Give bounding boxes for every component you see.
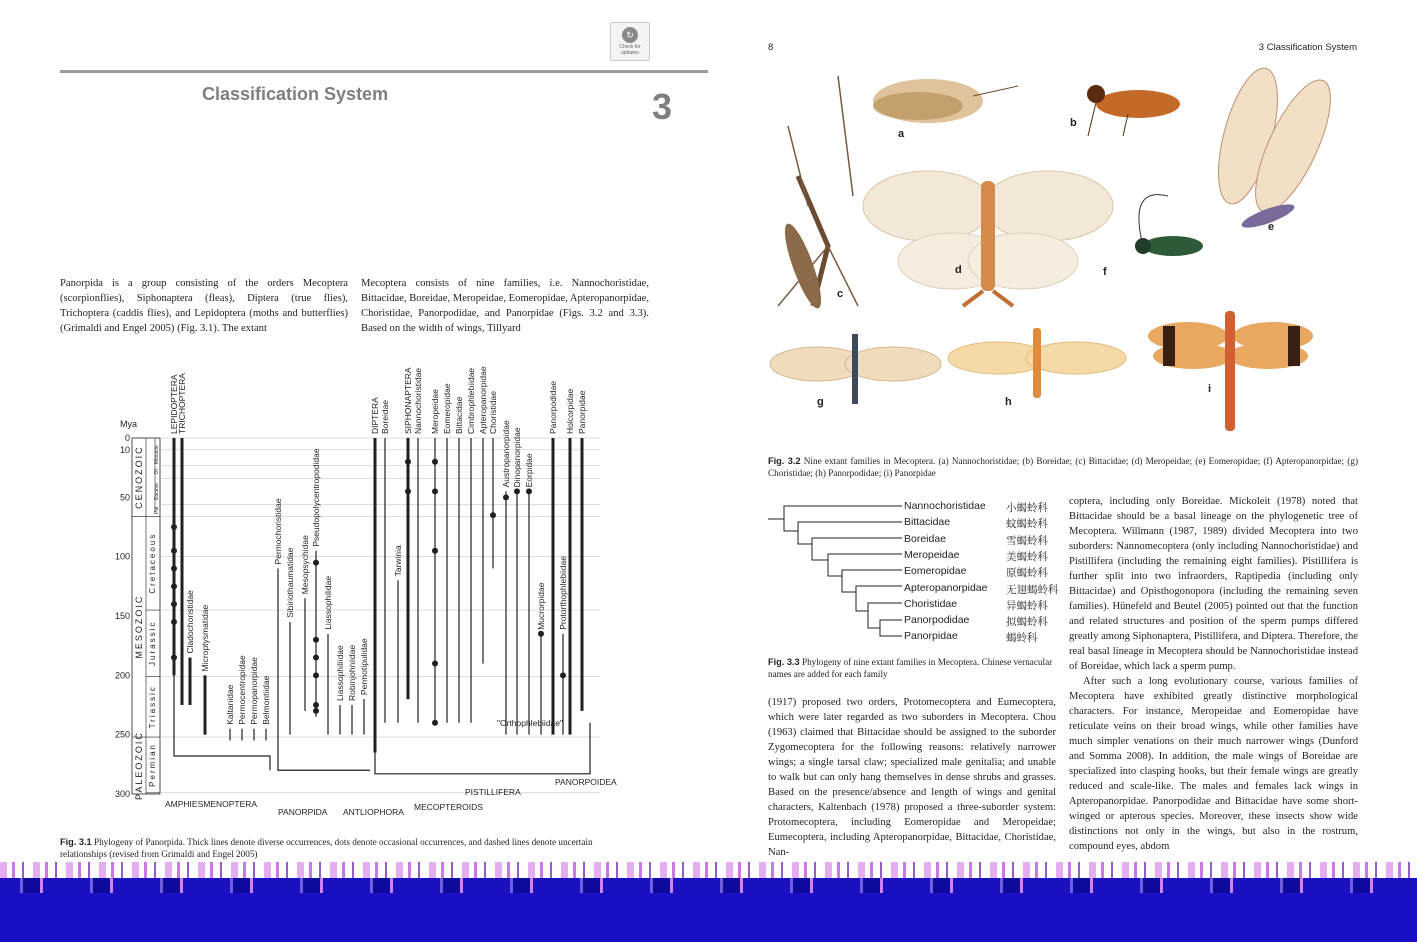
taxon-label: Nannochoristidae xyxy=(413,367,423,434)
clade-label: MECOPTEROIDS xyxy=(414,802,483,812)
taxon-label: Protorthophlebiidae xyxy=(558,556,568,630)
photo-label-e: e xyxy=(1268,221,1275,233)
taxon-label: Eorpidae xyxy=(524,453,534,488)
photo-e-eomeropidae xyxy=(1207,66,1345,232)
taxon-label: Permotipulidae xyxy=(359,638,369,696)
family-name-en: Panorpidae xyxy=(904,630,958,643)
occurrence-dot xyxy=(405,459,411,465)
render-artifact-blue xyxy=(0,893,1417,942)
occurrence-dot xyxy=(432,488,438,494)
occurrence-dot xyxy=(313,560,319,566)
family-name-cn: 无翅蝎蛉科 xyxy=(1006,584,1059,596)
axis-tick-label: 0 xyxy=(124,433,130,443)
period-label: Permian xyxy=(148,743,157,787)
occurrence-dot xyxy=(432,720,438,726)
occurrence-dot xyxy=(171,524,177,530)
fig-3-1-caption xyxy=(60,836,620,860)
photo-label-b: b xyxy=(1070,117,1077,129)
era-label: MESOZOIC xyxy=(134,594,144,659)
clade-label: PANORPOIDEA xyxy=(555,777,617,787)
taxon-label: TRICHOPTERA xyxy=(177,373,187,434)
clade-label: AMPHIESMENOPTERA xyxy=(165,799,258,809)
update-icon: ↻ xyxy=(622,27,638,43)
panorpida-phylogeny-figure xyxy=(60,355,660,830)
taxon-label: Holcorpidae xyxy=(565,388,575,434)
family-name-cn: 拟蝎蛉科 xyxy=(1006,617,1048,629)
right-column-paragraph-1: coptera, including only Boreidae. Mickoleit (1978) noted that Bittacidae should be a basal lineage on the phylogenetic tree of Mecoptera. Willmann (1987, 1989) divided Mecoptera into two suborders: Nannomecoptera (only including Nannochoristidae) and Pistillifera (including the remaining eight families). Pistillifera is further split into two infraorders, Raptipedia (including only Bittacidae) and Opisthogonopora (including the remaining seven families). Hünefeld and Beutel (2005) pointed out that the function and related structures and position of the sperm pumps differed greatly among Siphonaptera, Pistillifera, and Diptera. Therefore, the real basal lineage in Mecoptera should be Nannochoristidae instead of Boreidae, which lack a sperm pump. xyxy=(1069,496,1358,672)
photo-label-c: c xyxy=(837,288,844,300)
photo-label-a: a xyxy=(898,128,905,140)
chapter-number: 3 xyxy=(652,86,673,127)
taxon-label: Boreidae xyxy=(380,399,390,434)
epoch-label: Eocene xyxy=(154,482,160,500)
axis-tick-label: 150 xyxy=(114,611,130,621)
family-name-cn: 蝎蛉科 xyxy=(1006,633,1038,645)
taxon-label: Permocentropidae xyxy=(237,655,247,725)
era-label: PALEOZOIC xyxy=(134,731,144,800)
branch xyxy=(375,723,590,774)
family-name-en: Panorpodidae xyxy=(904,614,970,627)
epoch-label: Miocene xyxy=(154,445,160,465)
occurrence-dot xyxy=(538,631,544,637)
taxon-label: Mucrorpidae xyxy=(536,582,546,630)
photo-label-f: f xyxy=(1103,266,1107,278)
fig-3-2-caption xyxy=(768,455,1358,479)
occurrence-dot xyxy=(171,583,177,589)
photo-label-h: h xyxy=(1005,396,1012,408)
axis-tick-label: 50 xyxy=(119,492,130,503)
running-head: 3 Classification System xyxy=(1258,42,1357,53)
family-name-en: Choristidae xyxy=(904,597,958,610)
epoch-label: Pal xyxy=(154,506,160,515)
family-name-en: Eomeropidae xyxy=(904,565,967,578)
family-name-cn: 蚊蝎蛉科 xyxy=(1006,519,1048,531)
taxon-label: Apteropanorpidae xyxy=(478,366,488,434)
body-column-1: Panorpida is a group consisting of the orders Mecoptera (scorpionflies), Siphonaptera (fleas), Diptera (true flies), Trichoptera (caddis flies), and Lepidoptera (moths and butterflies) (Grimaldi and Engel 2005) (Fig. 3.1). The extant xyxy=(60,278,348,334)
axis-tick-label: 250 xyxy=(114,729,130,740)
body-column-2: Mecoptera consists of nine families, i.e. Nannochoristidae, Bittacidae, Boreidae, Meropeidae, Eomeropidae, Apteropanorpidae, Choristidae, Panorpodidae, and Panorpidae (Figs. 3.2 and 3.3). Based on the width of wings, Tillyard xyxy=(361,278,649,334)
occurrence-dot xyxy=(171,655,177,661)
fig-3-1-label: Fig. 3.1 xyxy=(60,837,92,847)
taxon-label: Choristidae xyxy=(488,391,498,434)
taxon-label: Panorpidae xyxy=(577,390,587,434)
period-label: Cretaceous xyxy=(148,532,157,594)
fig-3-3-text: Phylogeny of nine extant families in Mecoptera. Chinese vernacular names are added for each family xyxy=(768,657,1053,679)
family-name-cn: 美蝎蛉科 xyxy=(1006,551,1048,563)
family-name-cn: 原蝎蛉科 xyxy=(1006,568,1048,580)
occurrence-dot xyxy=(526,488,532,494)
taxon-label: Austropanorpidae xyxy=(501,420,511,488)
chapter-title: Classification System xyxy=(202,84,389,104)
taxon-label: Kaltanidae xyxy=(225,684,235,725)
family-name-en: Meropeidae xyxy=(904,548,960,561)
taxon-label: Mesopsychidae xyxy=(300,535,310,595)
occurrence-dot xyxy=(313,708,319,714)
taxon-label: Meropeidae xyxy=(430,389,440,434)
taxon-label: Eomeropidae xyxy=(442,383,452,434)
taxon-label: Liassophilidae xyxy=(323,575,333,630)
mecoptera-cladogram xyxy=(768,496,903,646)
occurrence-dot xyxy=(490,512,496,518)
right-column-paragraph-2: After such a long evolutionary course, various families of Mecoptera have exhibited greatly distinctive morphological characters. For instance, Meropeidae and Eomeropidae have reticulate veins on their broad wings, while other families have much simpler venations on their much narrower wings (Dunford and Somma 2008). In addition, the male wings of Boreidae are specialized into clasping hooks, but their female wings are greatly reduced and scale-like. The males and females lack wings in Apteropanorpidae. Panorpodidae and Bittacidae have some short-winged or apterous species. Moreover, these insects show wide distinctions not only in the wings, but also in the rostrum, compound eyes, abdom xyxy=(1069,676,1358,852)
occurrence-dot xyxy=(432,548,438,554)
fig-3-1-text: Phylogeny of Panorpida. Thick lines denote diverse occurrences, dots denote occasional occurrences, and dashed lines denote uncertain relationships (revised from Grimaldi and Engel 2005) xyxy=(60,837,593,859)
axis-tick-label: 10 xyxy=(119,444,130,455)
mya-label: Mya xyxy=(120,419,138,429)
photo-i-panorpidae xyxy=(1148,311,1313,431)
clade-label: PANORPIDA xyxy=(278,807,328,817)
occurrence-dot xyxy=(171,619,177,625)
taxon-label: Tarwinia xyxy=(393,545,403,577)
family-name-cn: 异蝎蛉科 xyxy=(1006,600,1048,612)
taxon-label: Sibiriothaumatidae xyxy=(285,547,295,618)
period-label: Jurassic xyxy=(148,620,157,666)
taxon-label: Robinjohniidae xyxy=(347,644,357,701)
taxon-label: DIPTERA xyxy=(370,397,380,434)
photo-a-nannochoristidae xyxy=(873,79,1018,123)
occurrence-dot xyxy=(313,655,319,661)
taxon-label: Dinopanorpidae xyxy=(512,427,522,488)
fig-3-2-text: Nine extant families in Mecoptera. (a) Nannochoristidae; (b) Boreidae; (c) Bittacidae; (d) Meropeidae; (e) Eomeropidae; (f) Apteropanorpidae; (g) Choristidae; (h) Panorpodidae; (i) Panorpidae xyxy=(768,456,1359,478)
fig-3-2-label: Fig. 3.2 xyxy=(768,456,801,466)
occurrence-dot xyxy=(171,601,177,607)
occurrence-dot xyxy=(313,672,319,678)
photo-label-g: g xyxy=(817,396,824,408)
clade-label: PISTILLIFERA xyxy=(465,787,521,797)
occurrence-dot xyxy=(514,488,520,494)
occurrence-dot xyxy=(171,566,177,572)
period-label: Triassic xyxy=(148,685,157,729)
photo-h-panorpodidae xyxy=(948,328,1126,398)
clade-label: ANTLIOPHORA xyxy=(343,807,404,817)
badge-line2: updates xyxy=(621,50,639,56)
taxon-label: Liassophiliidae xyxy=(335,645,345,701)
occurrence-dot xyxy=(560,672,566,678)
page-number: 8 xyxy=(768,42,774,53)
family-name-en: Bittacidae xyxy=(904,516,951,529)
render-artifact-band-2 xyxy=(0,878,1417,893)
family-name-en: Boreidae xyxy=(904,532,947,545)
occurrence-dot xyxy=(503,494,509,500)
taxon-label: Belmontiidae xyxy=(261,675,271,725)
photo-f-apteropanorpidae xyxy=(1135,195,1203,256)
occurrence-dot xyxy=(313,637,319,643)
axis-tick-label: 200 xyxy=(114,670,130,681)
fig-3-3-caption xyxy=(768,656,1060,680)
axis-tick-label: 100 xyxy=(114,551,130,562)
taxon-label: Pseudopolycentropodidae xyxy=(311,448,321,547)
badge-line1: Check for xyxy=(619,44,641,50)
fig-3-3-label: Fig. 3.3 xyxy=(768,657,800,667)
photo-c-bittacidae xyxy=(778,76,858,312)
axis-tick-label: 300 xyxy=(114,789,130,799)
occurrence-dot xyxy=(171,548,177,554)
occurrence-dot xyxy=(313,702,319,708)
taxon-label: LEPIDOPTERA xyxy=(169,374,179,434)
taxon-label: "Orthophlebiidae" xyxy=(496,717,564,728)
family-name-en: Nannochoristidae xyxy=(904,500,986,512)
occurrence-dot xyxy=(432,660,438,666)
check-for-updates-badge[interactable] xyxy=(610,22,650,61)
photo-label-d: d xyxy=(955,264,962,276)
era-label: CENOZOIC xyxy=(134,445,144,509)
taxon-label: Cladochoristidae xyxy=(185,590,195,654)
family-name-en: Apteropanorpidae xyxy=(904,581,988,594)
chapter-rule xyxy=(60,70,708,73)
taxon-label: SIPHONAPTERA xyxy=(403,367,413,434)
taxon-label: Bittacidae xyxy=(454,396,464,434)
taxon-label: Microptysmatidae xyxy=(200,604,210,672)
taxon-label: Permopanorpidae xyxy=(249,657,259,725)
occurrence-dot xyxy=(405,488,411,494)
photo-d-meropeidae xyxy=(863,171,1113,306)
photo-g-choristidae xyxy=(770,334,941,404)
photo-label-i: i xyxy=(1208,383,1212,395)
taxon-label: Permochoristidae xyxy=(273,498,283,565)
mecoptera-photo-plate xyxy=(768,66,1360,446)
epoch-label: Ol xyxy=(154,469,160,475)
right-body-column-1: (1917) proposed two orders, Protomecoptera and Eumecoptera, which were later regarded as two suborders in Mecoptera. Chou (1963) claimed that Bittacidae should be assigned to the suborder Zygomecoptera for the following reasons: relatively narrower wings; a single tarsal claw; specialized male genitalia; and unable to walk but can only hang themselves in dense shrubs and grasses. Based on the presence/absence and length of wings and genital characters, Kaltenbach (1978) proposed a three-suborder system: Protomecoptera, including Eomeropidae and Meropeidae; Eumecoptera, including Apteropanorpidae, Bittacidae, Choristidae, Nan- xyxy=(768,697,1056,858)
occurrence-dot xyxy=(432,459,438,465)
branch xyxy=(278,735,370,771)
taxon-label: Cimbrophlebiidae xyxy=(466,367,476,434)
taxon-label: Panorpodidae xyxy=(548,381,558,434)
family-name-cn: 雪蝎蛉科 xyxy=(1006,535,1048,547)
photo-b-boreidae xyxy=(1087,85,1180,136)
right-body-column-2 xyxy=(1069,494,1358,864)
family-name-cn: 小蝎蛉科 xyxy=(1006,503,1048,514)
